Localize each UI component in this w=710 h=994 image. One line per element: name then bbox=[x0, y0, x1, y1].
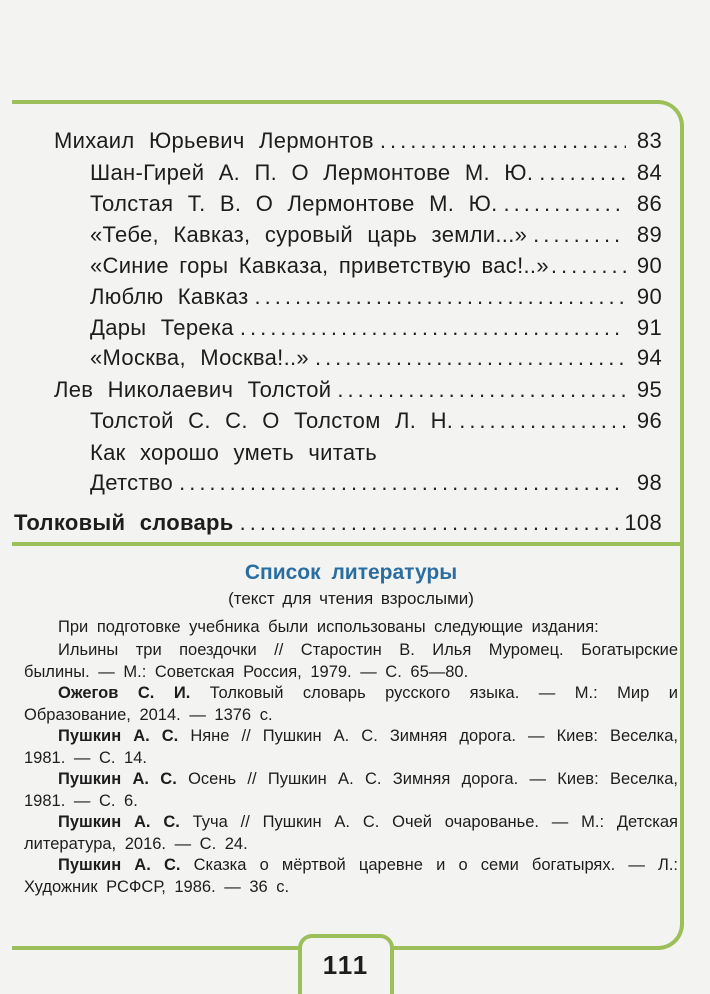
bibliography-subtitle: (текст для чтения взрослыми) bbox=[228, 589, 474, 608]
toc-entry[interactable] bbox=[90, 440, 662, 466]
page-number: 111 bbox=[322, 950, 370, 980]
entry-text: Толковый словарь русского языка. — М.: Мир и Образование, 2014. — 1376 с. bbox=[24, 684, 678, 724]
toc-entry-title: Михаил Юрьевич Лермонтов bbox=[54, 128, 374, 153]
toc-leader-dots bbox=[539, 160, 626, 186]
toc-entry-title: Как хорошо уметь читать bbox=[90, 440, 378, 465]
toc-entry[interactable] bbox=[90, 160, 662, 186]
toc-entry-page: 90 bbox=[636, 284, 662, 309]
toc-leader-dots bbox=[533, 222, 626, 248]
toc-entry[interactable] bbox=[90, 253, 662, 279]
bibliography-entry bbox=[24, 812, 678, 855]
bibliography-entry bbox=[24, 726, 678, 769]
entry-text: Сказка о мёртвой царевне и о семи богатырях. — Л.: Художник РСФСР, 1986. — 36 с. bbox=[24, 856, 678, 896]
toc-entry-page: 108 bbox=[624, 510, 662, 535]
toc-entry-title: Толстая Т. В. О Лермонтове М. Ю. bbox=[90, 191, 498, 216]
toc-leader-dots bbox=[240, 315, 626, 341]
toc-entry-title: Шан-Гирей А. П. О Лермонтове М. Ю. bbox=[90, 160, 534, 185]
toc-entry-title: «Тебе, Кавказ, суровый царь земли...» bbox=[90, 222, 528, 247]
toc-entry-title: Детство bbox=[90, 470, 174, 495]
toc-entry-title: Дары Терека bbox=[90, 315, 234, 340]
toc-leader-dots bbox=[380, 128, 626, 154]
bibliography-entry bbox=[24, 769, 678, 812]
toc-entry[interactable] bbox=[90, 408, 662, 434]
entry-author: Ожегов С. И. bbox=[58, 684, 191, 702]
toc-entry[interactable] bbox=[90, 222, 662, 248]
toc-entry-page: 89 bbox=[636, 222, 662, 247]
toc-leader-dots bbox=[337, 377, 626, 403]
toc-entry-page: 90 bbox=[636, 253, 662, 278]
toc-separator bbox=[12, 542, 682, 546]
toc-leader-dots bbox=[504, 191, 626, 217]
toc-entry[interactable] bbox=[54, 128, 662, 154]
toc-leader-dots bbox=[551, 253, 630, 279]
entry-text: Ильины три поездочки // Старостин В. Илья Муромец. Богатырские былины. — М.: Советская Россия, 1979. — С. 65—80. bbox=[24, 641, 678, 681]
toc-entry-page: 98 bbox=[636, 470, 662, 495]
entry-text: Туча // Пушкин А. С. Очей очарованье. — М.: Детская литература, 2016. — С. 24. bbox=[24, 813, 678, 853]
entry-author: Пушкин А. С. bbox=[58, 770, 177, 788]
entry-text: Няне // Пушкин А. С. Зимняя дорога. — Киев: Веселка, 1981. — С. 14. bbox=[24, 727, 679, 767]
toc-entry-page: 84 bbox=[636, 160, 662, 185]
toc-entry[interactable] bbox=[90, 345, 662, 371]
toc-entry[interactable] bbox=[14, 510, 662, 536]
toc-entry-title: Люблю Кавказ bbox=[90, 284, 249, 309]
bibliography-entry bbox=[24, 640, 678, 683]
entry-author: Пушкин А. С. bbox=[58, 813, 180, 831]
toc-entry-title: Толстой С. С. О Толстом Л. Н. bbox=[90, 408, 454, 433]
toc-leader-dots bbox=[459, 408, 626, 434]
toc-leader-dots bbox=[255, 284, 626, 310]
toc-leader-dots bbox=[179, 470, 626, 496]
bibliography-intro: При подготовке учебника были использованы следующие издания: bbox=[58, 617, 599, 636]
toc-entry-title: «Москва, Москва!..» bbox=[90, 345, 309, 370]
bibliography-entry bbox=[24, 855, 678, 898]
toc-entry-page: 91 bbox=[636, 315, 662, 340]
entry-text: Осень // Пушкин А. С. Зимняя дорога. — Киев: Веселка, 1981. — С. 6. bbox=[24, 770, 678, 810]
toc-entry[interactable] bbox=[90, 470, 662, 496]
toc-entry-title: Толковый словарь bbox=[14, 510, 234, 535]
toc-entry-page: 95 bbox=[636, 377, 662, 402]
toc-entry-page: 83 bbox=[636, 128, 662, 153]
entry-author: Пушкин А. С. bbox=[58, 727, 179, 745]
toc-entry-page: 86 bbox=[636, 191, 662, 216]
toc-entry-title: «Синие горы Кавказа, приветствую вас!..» bbox=[90, 253, 549, 278]
toc-entry[interactable] bbox=[90, 191, 662, 217]
toc-entry-title: Лев Николаевич Толстой bbox=[54, 377, 332, 402]
toc-entry-page: 96 bbox=[636, 408, 662, 433]
toc-entry[interactable] bbox=[54, 377, 662, 403]
toc-entry[interactable] bbox=[90, 315, 662, 341]
toc-entry[interactable] bbox=[90, 284, 662, 310]
toc-entry-page: 94 bbox=[636, 345, 662, 370]
toc-leader-dots bbox=[240, 510, 619, 536]
entry-author: Пушкин А. С. bbox=[58, 856, 181, 874]
bibliography bbox=[24, 560, 678, 898]
bibliography-title: Список литературы bbox=[244, 561, 458, 584]
toc-leader-dots bbox=[315, 345, 626, 371]
bibliography-entry bbox=[24, 683, 678, 726]
